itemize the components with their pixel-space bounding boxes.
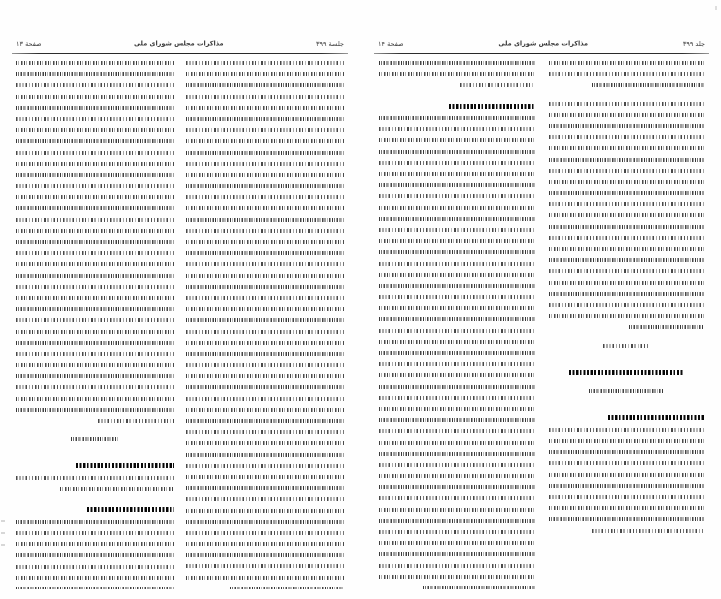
left-page-header [10,22,350,51]
scan-artifact [715,6,717,10]
right-page-header [372,22,711,51]
left-page-header-rule [12,53,348,54]
left-page-columns [10,61,350,589]
right-page-inner-column [372,61,542,589]
left-page-header-page-number: صفحة ۱۳ [16,40,42,48]
left-page-outer-column [10,61,180,589]
right-page-columns [372,61,711,589]
left-page-speaker-heading-reis-salehian [16,463,174,468]
left-page [0,0,360,599]
right-page-outer-column [542,61,712,589]
right-page-section-heading [549,370,705,375]
left-page-speaker-heading-mostafavi-naeini [16,507,174,512]
left-page-inner-column [180,61,350,589]
left-page-header-title: مذاکرات مجلس شورای ملی [133,39,224,48]
right-page-header-page-number: صفحة ۱۴ [378,40,404,48]
right-page-header-volume: جلد ۳۹۹ [682,40,705,48]
left-page-header-session: جلسة ۳۹۹ [315,40,344,48]
right-page-header-rule [374,53,709,54]
right-page-header-title: مذاکرات مجلس شورای ملی [498,39,588,48]
scan-edge-artifacts [1,520,5,580]
right-page [360,0,721,599]
right-page-speaker-heading [549,415,705,420]
right-page-inner-speaker-heading [379,104,535,109]
